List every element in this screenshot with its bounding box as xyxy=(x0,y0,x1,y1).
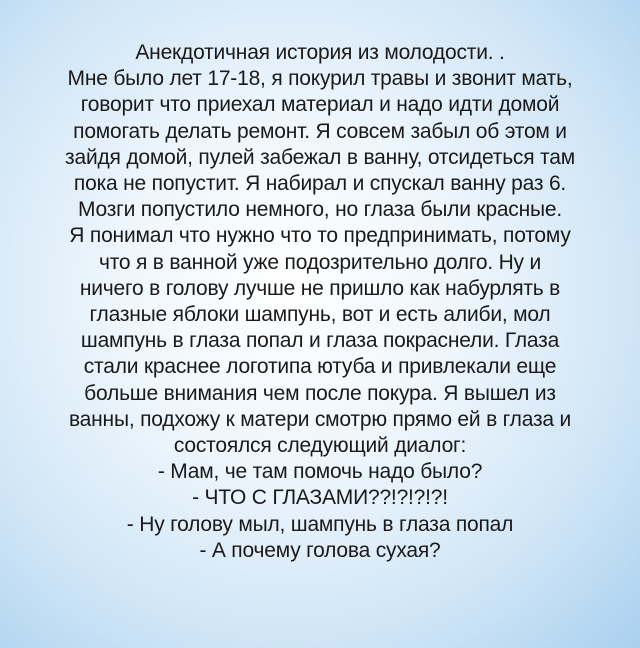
story-line: помогать делать ремонт. Я совсем забыл об этом и xyxy=(73,119,567,143)
story-line: говорит что приехал материал и надо идти домой xyxy=(80,93,560,117)
story-line: Мне было лет 17-18, я покурил травы и звонит мать, xyxy=(67,67,573,91)
story-line: зайдя домой, пулей забежал в ванну, отсидеться там xyxy=(65,145,575,169)
story-line: Я понимал что нужно что то предпринимать, потому xyxy=(69,224,571,248)
dialog-line: - А почему голова сухая? xyxy=(199,538,441,562)
story-line: глазные яблоки шампунь, вот и есть алиби, мол xyxy=(89,303,551,327)
story-line: ванны, подхожу к матери смотрю прямо ей в глаза и xyxy=(68,407,572,431)
story-title: Анекдотичная история из молодости. . xyxy=(135,41,505,64)
story-line: больше внимания чем после покура. Я вышел из xyxy=(84,381,556,405)
story-text xyxy=(0,40,640,564)
story-line: шампунь в глаза попал и глаза покраснели. Глаза xyxy=(80,329,560,353)
story-line: Мозги попустило немного, но глаза были красные. xyxy=(77,198,563,222)
dialog-line: - Ну голову мыл, шампунь в глаза попал xyxy=(126,512,514,536)
story-line: ничего в голову лучше не пришло как набурлять в xyxy=(79,276,561,300)
story-line: что я в ванной уже подозрительно долго. Ну и xyxy=(98,250,542,274)
dialog-line: - Мам, че там помочь надо было? xyxy=(157,460,483,484)
story-line: стали краснее логотипа ютуба и привлекали еще xyxy=(83,355,557,379)
story-line: состоялся следующий диалог: xyxy=(173,434,467,458)
dialog-line: - ЧТО С ГЛАЗАМИ??!?!?!?! xyxy=(192,486,448,510)
story-line: пока не попустит. Я набирал и спускал ванну раз 6. xyxy=(73,172,567,196)
